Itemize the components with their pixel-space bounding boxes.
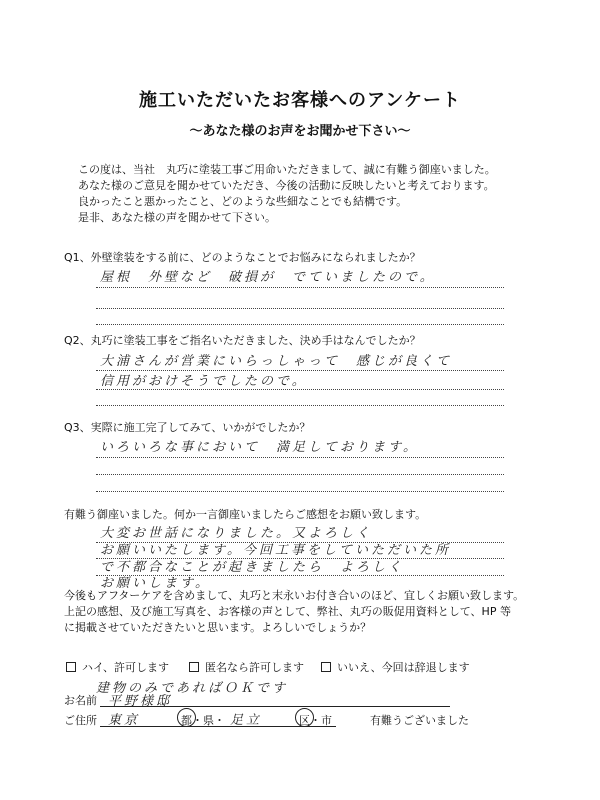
option-decline-label: いいえ、今回は辞退します xyxy=(337,661,470,674)
intro-paragraph xyxy=(78,162,496,226)
question-2-answer-line-2: 信用がおけそうでしたので。 xyxy=(100,374,308,389)
closing-line: 今後もアフターケアを含めまして、丸巧と末永いお付き合いのほど、宜しくお願い致します。 xyxy=(64,589,525,602)
question-2-label: Q2、丸巧に塗装工事をご指名いただきました、決め手はなんでしたか？ xyxy=(64,334,421,347)
option-allow[interactable] xyxy=(66,659,169,675)
closing-paragraph xyxy=(64,588,524,636)
answer-line xyxy=(96,405,504,406)
comment-answer-line-4: お願いします。 xyxy=(100,576,211,591)
option-anonymous[interactable] xyxy=(189,659,304,675)
answer-line xyxy=(96,474,504,475)
question-3-answer: いろいろな事において 満足しております。 xyxy=(100,440,419,455)
option-decline[interactable] xyxy=(321,659,470,675)
checkbox-icon[interactable] xyxy=(189,662,199,672)
closing-line: に掲載させていただきたいと思います。よろしいでしょうか？ xyxy=(64,621,372,634)
question-3-label: Q3、実際に施工完了してみて、いかがでしたか？ xyxy=(64,421,311,434)
selected-circle xyxy=(177,708,196,727)
thanks-text: 有難うございました xyxy=(370,714,469,727)
intro-line: 良かったこと悪かったこと、どのような些細なことでも結構です。 xyxy=(78,195,408,208)
name-label: お名前 xyxy=(64,694,97,707)
city-unit-ku: 区 xyxy=(299,714,310,727)
address-city-units: 区・市 xyxy=(299,714,332,727)
name-value: 平野様邸 xyxy=(108,694,173,709)
intro-line: この度は、当社 丸巧に塗装工事ご用命いただきまして、誠に有難う御座いました。 xyxy=(78,163,496,176)
address-label: ご住所 xyxy=(64,714,97,727)
answer-line xyxy=(96,324,504,325)
answer-line xyxy=(96,389,504,390)
comment-answer-line-1: 大変お世話になりました。又よろしく xyxy=(100,526,373,541)
option-anonymous-label: 匿名なら許可します xyxy=(205,661,304,674)
answer-line xyxy=(96,457,504,458)
survey-subtitle: ～あなた様のお声をお聞かせ下さい～ xyxy=(189,124,411,139)
answer-line xyxy=(96,287,504,288)
address-prefecture-value: 東京 xyxy=(108,713,141,728)
comment-answer-line-3: で不都合なことが起きましたら よろしく xyxy=(100,560,405,575)
address-prefecture-units: 都・県・ xyxy=(181,714,225,727)
selected-circle xyxy=(295,708,314,727)
permission-handwritten-note: 建物のみであればＯＫです xyxy=(96,681,289,696)
pref-unit-to: 都 xyxy=(181,714,192,727)
address-city-value: 足立 xyxy=(230,713,263,728)
question-1-label: Q1、外壁塗装をする前に、どのようなことでお悩みになられましたか？ xyxy=(64,251,421,264)
option-allow-label: ハイ、許可します xyxy=(82,661,170,674)
comment-answer-line-2: お願いいたします。今回工事をしていただいた所 xyxy=(100,543,451,558)
question-1-answer: 屋根 外壁など 破損が でていましたので。 xyxy=(100,270,436,285)
city-unit-shi: 市 xyxy=(321,714,332,727)
intro-line: 是非、あなた様の声を聞かせて下さい。 xyxy=(78,211,276,224)
question-2-answer-line-1: 大浦さんが営業にいらっしゃって 感じが良くて xyxy=(100,354,453,369)
answer-line xyxy=(96,491,504,492)
intro-line: あなた様のご意見を聞かせていただき、今後の活動に反映したいと考えております。 xyxy=(78,179,495,192)
checkbox-icon[interactable] xyxy=(321,662,331,672)
comment-label: 有難う御座いました。何か一言御座いましたらご感想をお願い致します。 xyxy=(64,508,427,521)
pref-unit-ken: 県 xyxy=(203,714,214,727)
survey-title: 施工いただいたお客様へのアンケート xyxy=(139,90,461,111)
checkbox-icon[interactable] xyxy=(66,662,76,672)
closing-line: 上記の感想、及び施工写真を、お客様の声として、弊社、丸巧の販促用資料として、HP 等 xyxy=(64,605,511,618)
answer-line xyxy=(96,308,504,309)
